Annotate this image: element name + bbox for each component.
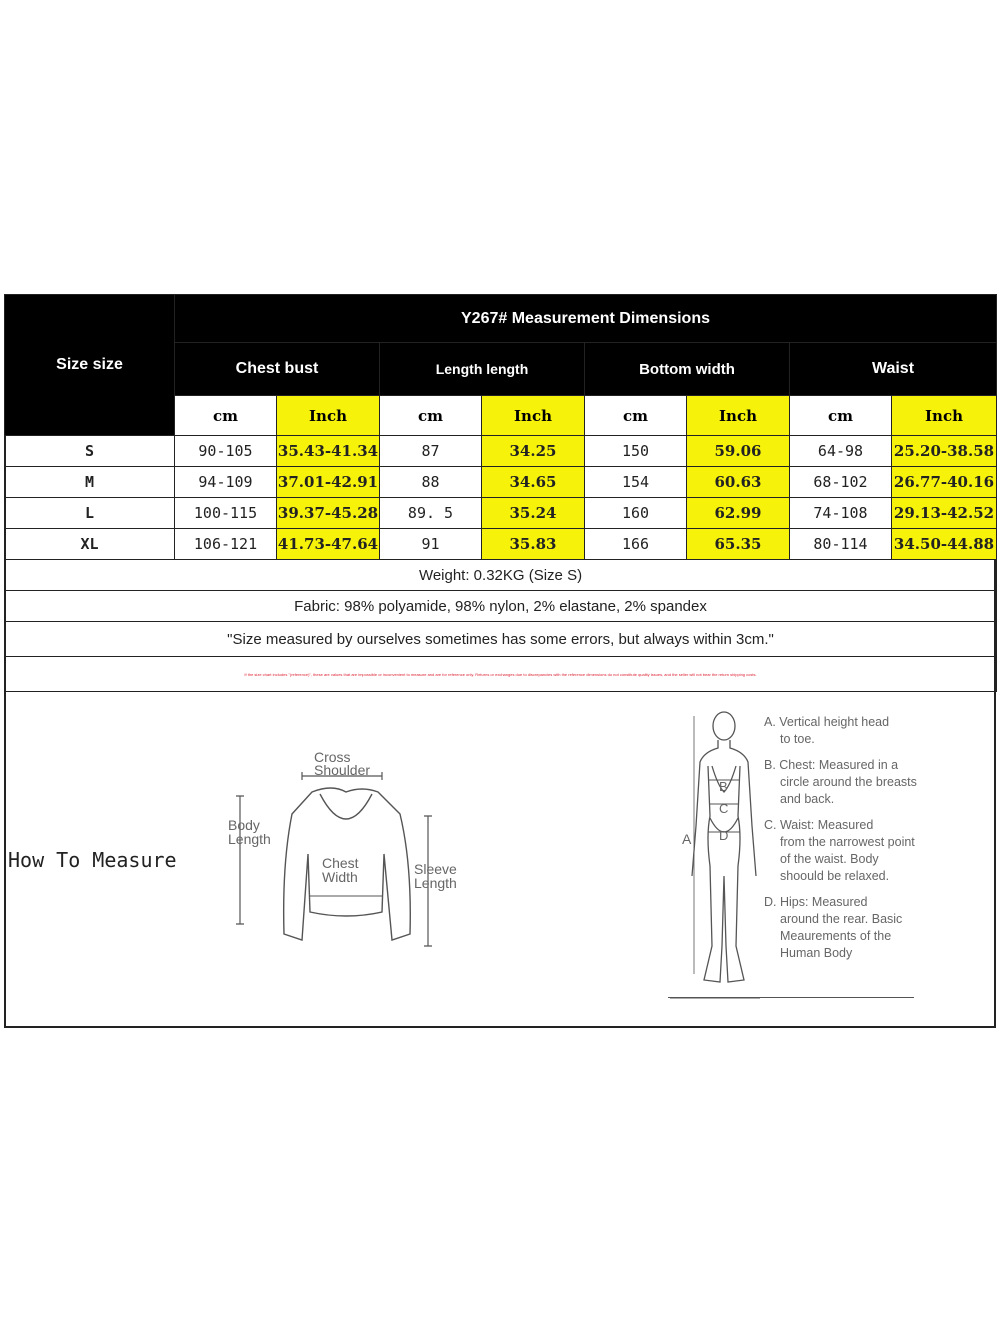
table-row <box>5 436 997 467</box>
group-header-bottom: Bottom width <box>585 343 790 396</box>
size-cell: L <box>5 498 175 529</box>
table-row <box>5 498 997 529</box>
chest-inch-cell: 35.43-41.34 <box>277 436 380 467</box>
unit-cm: cm <box>380 396 482 436</box>
figure-head <box>713 712 735 740</box>
chest-inch-cell: 41.73-47.64 <box>277 529 380 560</box>
body-length-arrow <box>236 796 244 924</box>
legend-text: C. Waist: Measured <box>764 818 874 832</box>
group-header-waist: Waist <box>790 343 997 396</box>
measure-legend <box>764 714 924 971</box>
waist-cm-cell: 64-98 <box>790 436 892 467</box>
sleeve-length-label: Length <box>414 875 457 891</box>
disclaimer-note: If the size chart includes "(reference)", these are values that are impossible or inconvenient to measure and are for reference only. Returns or exchanges due to discrepancies with the reference dimensions do not constitute quality issues, and the seller will not bear the return shipping costs. <box>5 657 997 692</box>
weight-note: Weight: 0.32KG (Size S) <box>5 560 997 591</box>
marker-c: C <box>719 801 729 816</box>
unit-inch: Inch <box>482 396 585 436</box>
table-row <box>5 529 997 560</box>
length-cm-cell: 87 <box>380 436 482 467</box>
fabric-note: Fabric: 98% polyamide, 98% nylon, 2% elastane, 2% spandex <box>5 591 997 622</box>
marker-d: D <box>719 828 729 843</box>
size-chart-table <box>4 294 997 692</box>
waist-inch-cell: 26.77-40.16 <box>892 467 997 498</box>
size-cell: M <box>5 467 175 498</box>
chest-cm-cell: 94-109 <box>175 467 277 498</box>
group-header-chest: Chest bust <box>175 343 380 396</box>
legend-item <box>764 894 924 962</box>
chest-cm-cell: 106-121 <box>175 529 277 560</box>
marker-a: A <box>682 831 692 847</box>
size-column-header: Size size <box>5 295 175 436</box>
legend-item <box>764 817 924 885</box>
cross-shoulder-label: Cross <box>314 749 351 765</box>
length-inch-cell: 35.83 <box>482 529 585 560</box>
legend-item <box>764 757 924 808</box>
unit-cm: cm <box>790 396 892 436</box>
waist-inch-cell: 25.20-38.58 <box>892 436 997 467</box>
chest-cm-cell: 100-115 <box>175 498 277 529</box>
waist-cm-cell: 80-114 <box>790 529 892 560</box>
table-row <box>5 467 997 498</box>
figure-torso-legs <box>704 766 744 982</box>
sweater-neckline <box>320 794 372 819</box>
legend-text: around the rear. Basic Meaurements of the Human Body <box>780 912 903 960</box>
bottom-cm-cell: 166 <box>585 529 687 560</box>
bottom-cm-cell: 154 <box>585 467 687 498</box>
error-note: "Size measured by ourselves sometimes has some errors, but always within 3cm." <box>5 622 997 657</box>
chest-cm-cell: 90-105 <box>175 436 277 467</box>
legend-text: circle around the breasts and back. <box>780 775 917 806</box>
bottom-cm-cell: 160 <box>585 498 687 529</box>
waist-cm-cell: 68-102 <box>790 467 892 498</box>
bottom-cm-cell: 150 <box>585 436 687 467</box>
bottom-inch-cell: 65.35 <box>687 529 790 560</box>
chart-title: Y267# Measurement Dimensions <box>175 295 997 343</box>
waist-inch-cell: 29.13-42.52 <box>892 498 997 529</box>
marker-b: B <box>719 779 728 794</box>
unit-inch: Inch <box>687 396 790 436</box>
sweater-measure-diagram <box>222 744 462 956</box>
sleeve-length-label: Sleeve <box>414 861 457 877</box>
unit-cm: cm <box>175 396 277 436</box>
length-cm-cell: 91 <box>380 529 482 560</box>
legend-text: A. Vertical height head <box>764 715 890 729</box>
unit-inch: Inch <box>892 396 997 436</box>
legend-text: to toe. <box>780 732 815 746</box>
legend-text: B. Chest: Measured in a <box>764 758 899 772</box>
chest-width-label: Chest <box>322 855 359 871</box>
unit-cm: cm <box>585 396 687 436</box>
legend-text: from the narrowest point of the waist. Body shoould be relaxed. <box>780 835 915 883</box>
legend-item <box>764 714 924 748</box>
cross-shoulder-label: Shoulder <box>314 762 371 778</box>
chest-width-label: Width <box>322 869 358 885</box>
figure-baseline <box>668 997 914 998</box>
legend-text: D. Hips: Measured <box>764 895 868 909</box>
chest-inch-cell: 39.37-45.28 <box>277 498 380 529</box>
waist-inch-cell: 34.50-44.88 <box>892 529 997 560</box>
waist-cm-cell: 74-108 <box>790 498 892 529</box>
body-length-label: Length <box>228 831 271 847</box>
bottom-inch-cell: 59.06 <box>687 436 790 467</box>
length-inch-cell: 34.65 <box>482 467 585 498</box>
body-measure-figure <box>668 706 760 1000</box>
length-inch-cell: 35.24 <box>482 498 585 529</box>
unit-inch: Inch <box>277 396 380 436</box>
length-cm-cell: 88 <box>380 467 482 498</box>
size-cell: XL <box>5 529 175 560</box>
length-inch-cell: 34.25 <box>482 436 585 467</box>
group-header-length: Length length <box>380 343 585 396</box>
chest-inch-cell: 37.01-42.91 <box>277 467 380 498</box>
how-to-measure-title: How To Measure <box>8 848 177 872</box>
length-cm-cell: 89. 5 <box>380 498 482 529</box>
bottom-inch-cell: 60.63 <box>687 467 790 498</box>
size-cell: S <box>5 436 175 467</box>
body-length-label: Body <box>228 817 260 833</box>
bottom-inch-cell: 62.99 <box>687 498 790 529</box>
